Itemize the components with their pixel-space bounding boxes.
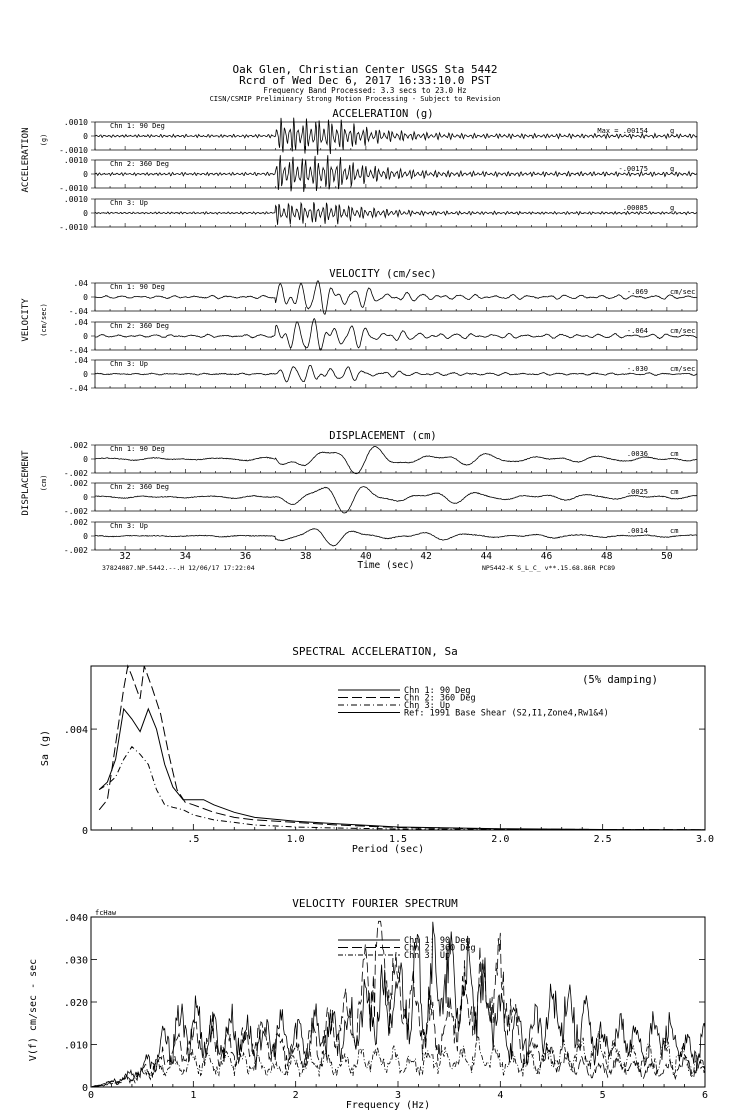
displacement-ylabel: DISPLACEMENT: [21, 450, 31, 516]
displacement-panels: [64, 441, 697, 562]
vfs-x-tick-label: 4: [497, 1090, 504, 1101]
channel-label: Chn 1: 90 Deg: [110, 283, 165, 291]
time-tick-label: 44: [480, 551, 493, 562]
sa-plot-frame: [91, 666, 705, 830]
peak-unit-label: g: [670, 127, 675, 135]
vfs-y-tick-label: .040: [63, 913, 88, 924]
amplitude-tick-label: -.002: [63, 546, 88, 555]
peak-value-label: -.069: [626, 288, 648, 296]
header-line3: Frequency Band Processed: 3.3 secs to 23.0 Hz: [263, 86, 467, 95]
time-tick-label: 40: [360, 551, 372, 562]
amplitude-tick-label: -.04: [68, 346, 88, 355]
amplitude-tick-label: .0010: [63, 118, 88, 127]
channel-label: Chn 3: Up: [110, 522, 148, 530]
amplitude-tick-label: -.04: [68, 384, 88, 393]
amplitude-tick-label: 0: [83, 293, 88, 302]
sa-xlabel: Period (sec): [351, 844, 425, 855]
channel-label: Chn 2: 360 Deg: [110, 483, 170, 491]
peak-unit-label: cm/sec: [670, 365, 696, 373]
vfs-series-line: [91, 1031, 705, 1087]
time-axis-label: Time (sec): [357, 560, 415, 571]
vfs-x-tick-label: 5: [599, 1090, 606, 1101]
header-line4: CISN/CSMIP Preliminary Strong Motion Processing - Subject to Revision: [209, 95, 501, 103]
displacement-unit-label: (cm): [40, 474, 48, 492]
vfs-x-tick-label: 1: [190, 1090, 197, 1101]
peak-unit-label: g: [670, 165, 675, 173]
sa-x-tick-label: 2.5: [593, 834, 612, 845]
peak-value-label: .0025: [626, 488, 648, 496]
vfs-legend-label: Chn 2: 360 Deg: [404, 943, 476, 954]
amplitude-tick-label: -.04: [68, 307, 88, 316]
peak-value-label: -.064: [626, 327, 648, 335]
sa-legend-label: Chn 2: 360 Deg: [404, 693, 476, 704]
sa-legend-label: Chn 1: 90 Deg: [404, 686, 471, 696]
waveform-trace: [95, 202, 697, 225]
peak-value-label: Max = .00154: [597, 127, 648, 135]
amplitude-tick-label: .002: [68, 518, 88, 527]
amplitude-tick-label: .002: [68, 479, 88, 488]
amplitude-tick-label: .0010: [63, 195, 88, 204]
peak-value-label: .00085: [622, 204, 648, 212]
vfs-x-tick-label: 0: [87, 1090, 95, 1101]
channel-label: Chn 2: 360 Deg: [110, 322, 170, 330]
amplitude-tick-label: 0: [83, 209, 88, 218]
amplitude-tick-label: 0: [83, 532, 88, 541]
vfs-legend-label: Chn 1: 90 Deg: [404, 936, 471, 946]
peak-value-label: -.00175: [618, 165, 648, 173]
footer-right: NP5442-K S_L_C_ v**.15.68.86R PC89: [482, 564, 616, 572]
peak-unit-label: cm/sec: [670, 327, 696, 335]
sa-x-tick-label: 1.5: [388, 834, 408, 845]
sa-x-tick-label: .5: [187, 834, 200, 845]
peak-value-label: .0014: [626, 527, 648, 535]
amplitude-tick-label: -.0010: [59, 223, 88, 232]
sa-plot: [64, 666, 714, 845]
peak-unit-label: cm: [670, 488, 679, 496]
sa-y-tick-label: .004: [63, 725, 88, 737]
vfs-xlabel: Frequency (Hz): [345, 1100, 431, 1111]
time-tick-label: 42: [420, 551, 432, 562]
vfs-corner-label: fcHaw: [95, 909, 117, 917]
acceleration-title: ACCELERATION (g): [332, 108, 434, 120]
sa-damping-note: (5% damping): [582, 674, 658, 686]
vfs-y-tick-label: 0: [81, 1083, 88, 1094]
time-tick-label: 48: [600, 551, 613, 562]
acceleration-unit-label: (g): [40, 133, 48, 147]
peak-unit-label: cm: [670, 527, 679, 535]
sa-series-line: [99, 666, 705, 830]
waveform-trace: [95, 319, 697, 351]
time-tick-label: 50: [661, 551, 673, 562]
channel-label: Chn 1: 90 Deg: [110, 122, 165, 130]
velocity-ylabel: VELOCITY: [21, 298, 31, 342]
sa-legend-label: Chn 3: Up: [404, 701, 451, 711]
velocity-unit-label: (cm/sec): [40, 303, 48, 337]
channel-label: Chn 3: Up: [110, 360, 148, 368]
amplitude-tick-label: .0010: [63, 156, 88, 165]
amplitude-tick-label: .002: [68, 441, 88, 450]
sa-series-line: [99, 709, 705, 830]
vfs-plot-frame: [91, 917, 705, 1087]
vfs-legend-label: Chn 3: Up: [404, 951, 451, 961]
vfs-x-tick-label: 2: [292, 1090, 299, 1101]
acceleration-ylabel: ACCELERATION: [21, 127, 31, 193]
peak-unit-label: cm/sec: [670, 288, 696, 296]
sa-title: SPECTRAL ACCELERATION, Sa: [292, 645, 458, 658]
velocity-title: VELOCITY (cm/sec): [329, 268, 437, 280]
footer-left: 37824087.NP.5442.--.H 12/06/17 17:22:04: [102, 564, 255, 572]
vfs-series-line: [91, 922, 705, 1087]
sa-x-tick-label: 2.0: [491, 834, 510, 845]
displacement-title: DISPLACEMENT (cm): [329, 430, 437, 442]
amplitude-tick-label: 0: [83, 170, 88, 179]
sa-x-tick-label: 1.0: [286, 834, 305, 845]
velocity-panels: [69, 279, 697, 393]
waveform-trace: [95, 365, 697, 382]
amplitude-tick-label: 0: [83, 132, 88, 141]
vfs-y-tick-label: .020: [63, 998, 88, 1009]
amplitude-tick-label: .04: [73, 279, 88, 288]
vfs-y-tick-label: .010: [63, 1040, 88, 1052]
amplitude-tick-label: -.002: [63, 469, 88, 478]
amplitude-tick-label: 0: [83, 455, 88, 464]
sa-x-tick-label: 3.0: [695, 834, 715, 845]
amplitude-tick-label: 0: [83, 370, 88, 379]
vfs-x-tick-label: 3: [394, 1090, 402, 1101]
amplitude-tick-label: -.002: [63, 507, 88, 516]
header-line1: Oak Glen, Christian Center USGS Sta 5442: [232, 63, 498, 76]
waveform-trace: [95, 529, 697, 546]
vfs-x-tick-label: 6: [701, 1090, 709, 1101]
channel-label: Chn 1: 90 Deg: [110, 445, 165, 453]
channel-label: Chn 2: 360 Deg: [110, 160, 170, 168]
amplitude-tick-label: .04: [73, 318, 88, 327]
peak-value-label: .0036: [626, 450, 648, 458]
vfs-plot: [64, 913, 708, 1101]
amplitude-tick-label: -.0010: [59, 184, 88, 193]
peak-unit-label: g: [670, 204, 675, 212]
peak-value-label: -.030: [626, 365, 648, 373]
sa-ylabel: Sa (g): [40, 729, 51, 767]
vfs-series-line: [91, 921, 705, 1087]
header-line2: Rcrd of Wed Dec 6, 2017 16:33:10.0 PST: [239, 74, 491, 87]
amplitude-tick-label: 0: [83, 493, 88, 502]
vfs-y-tick-label: .030: [63, 955, 88, 967]
time-tick-label: 32: [119, 551, 131, 562]
time-tick-label: 34: [179, 551, 192, 562]
sa-legend-label: Ref: 1991 Base Shear (S2,I1,Zone4,Rw1&4): [404, 708, 609, 719]
acceleration-panels: [59, 118, 697, 232]
channel-label: Chn 3: Up: [110, 199, 148, 207]
time-tick-label: 36: [239, 551, 252, 562]
peak-unit-label: cm: [670, 450, 679, 458]
vfs-ylabel: V(f) cm/sec - sec: [28, 958, 39, 1062]
time-tick-label: 38: [299, 551, 312, 562]
time-tick-label: 46: [540, 551, 553, 562]
amplitude-tick-label: 0: [83, 332, 88, 341]
amplitude-tick-label: -.0010: [59, 146, 88, 155]
vfs-title: VELOCITY FOURIER SPECTRUM: [292, 897, 458, 910]
amplitude-tick-label: .04: [73, 356, 88, 365]
sa-series-line: [99, 747, 705, 830]
sa-y-tick-label: 0: [81, 826, 88, 837]
